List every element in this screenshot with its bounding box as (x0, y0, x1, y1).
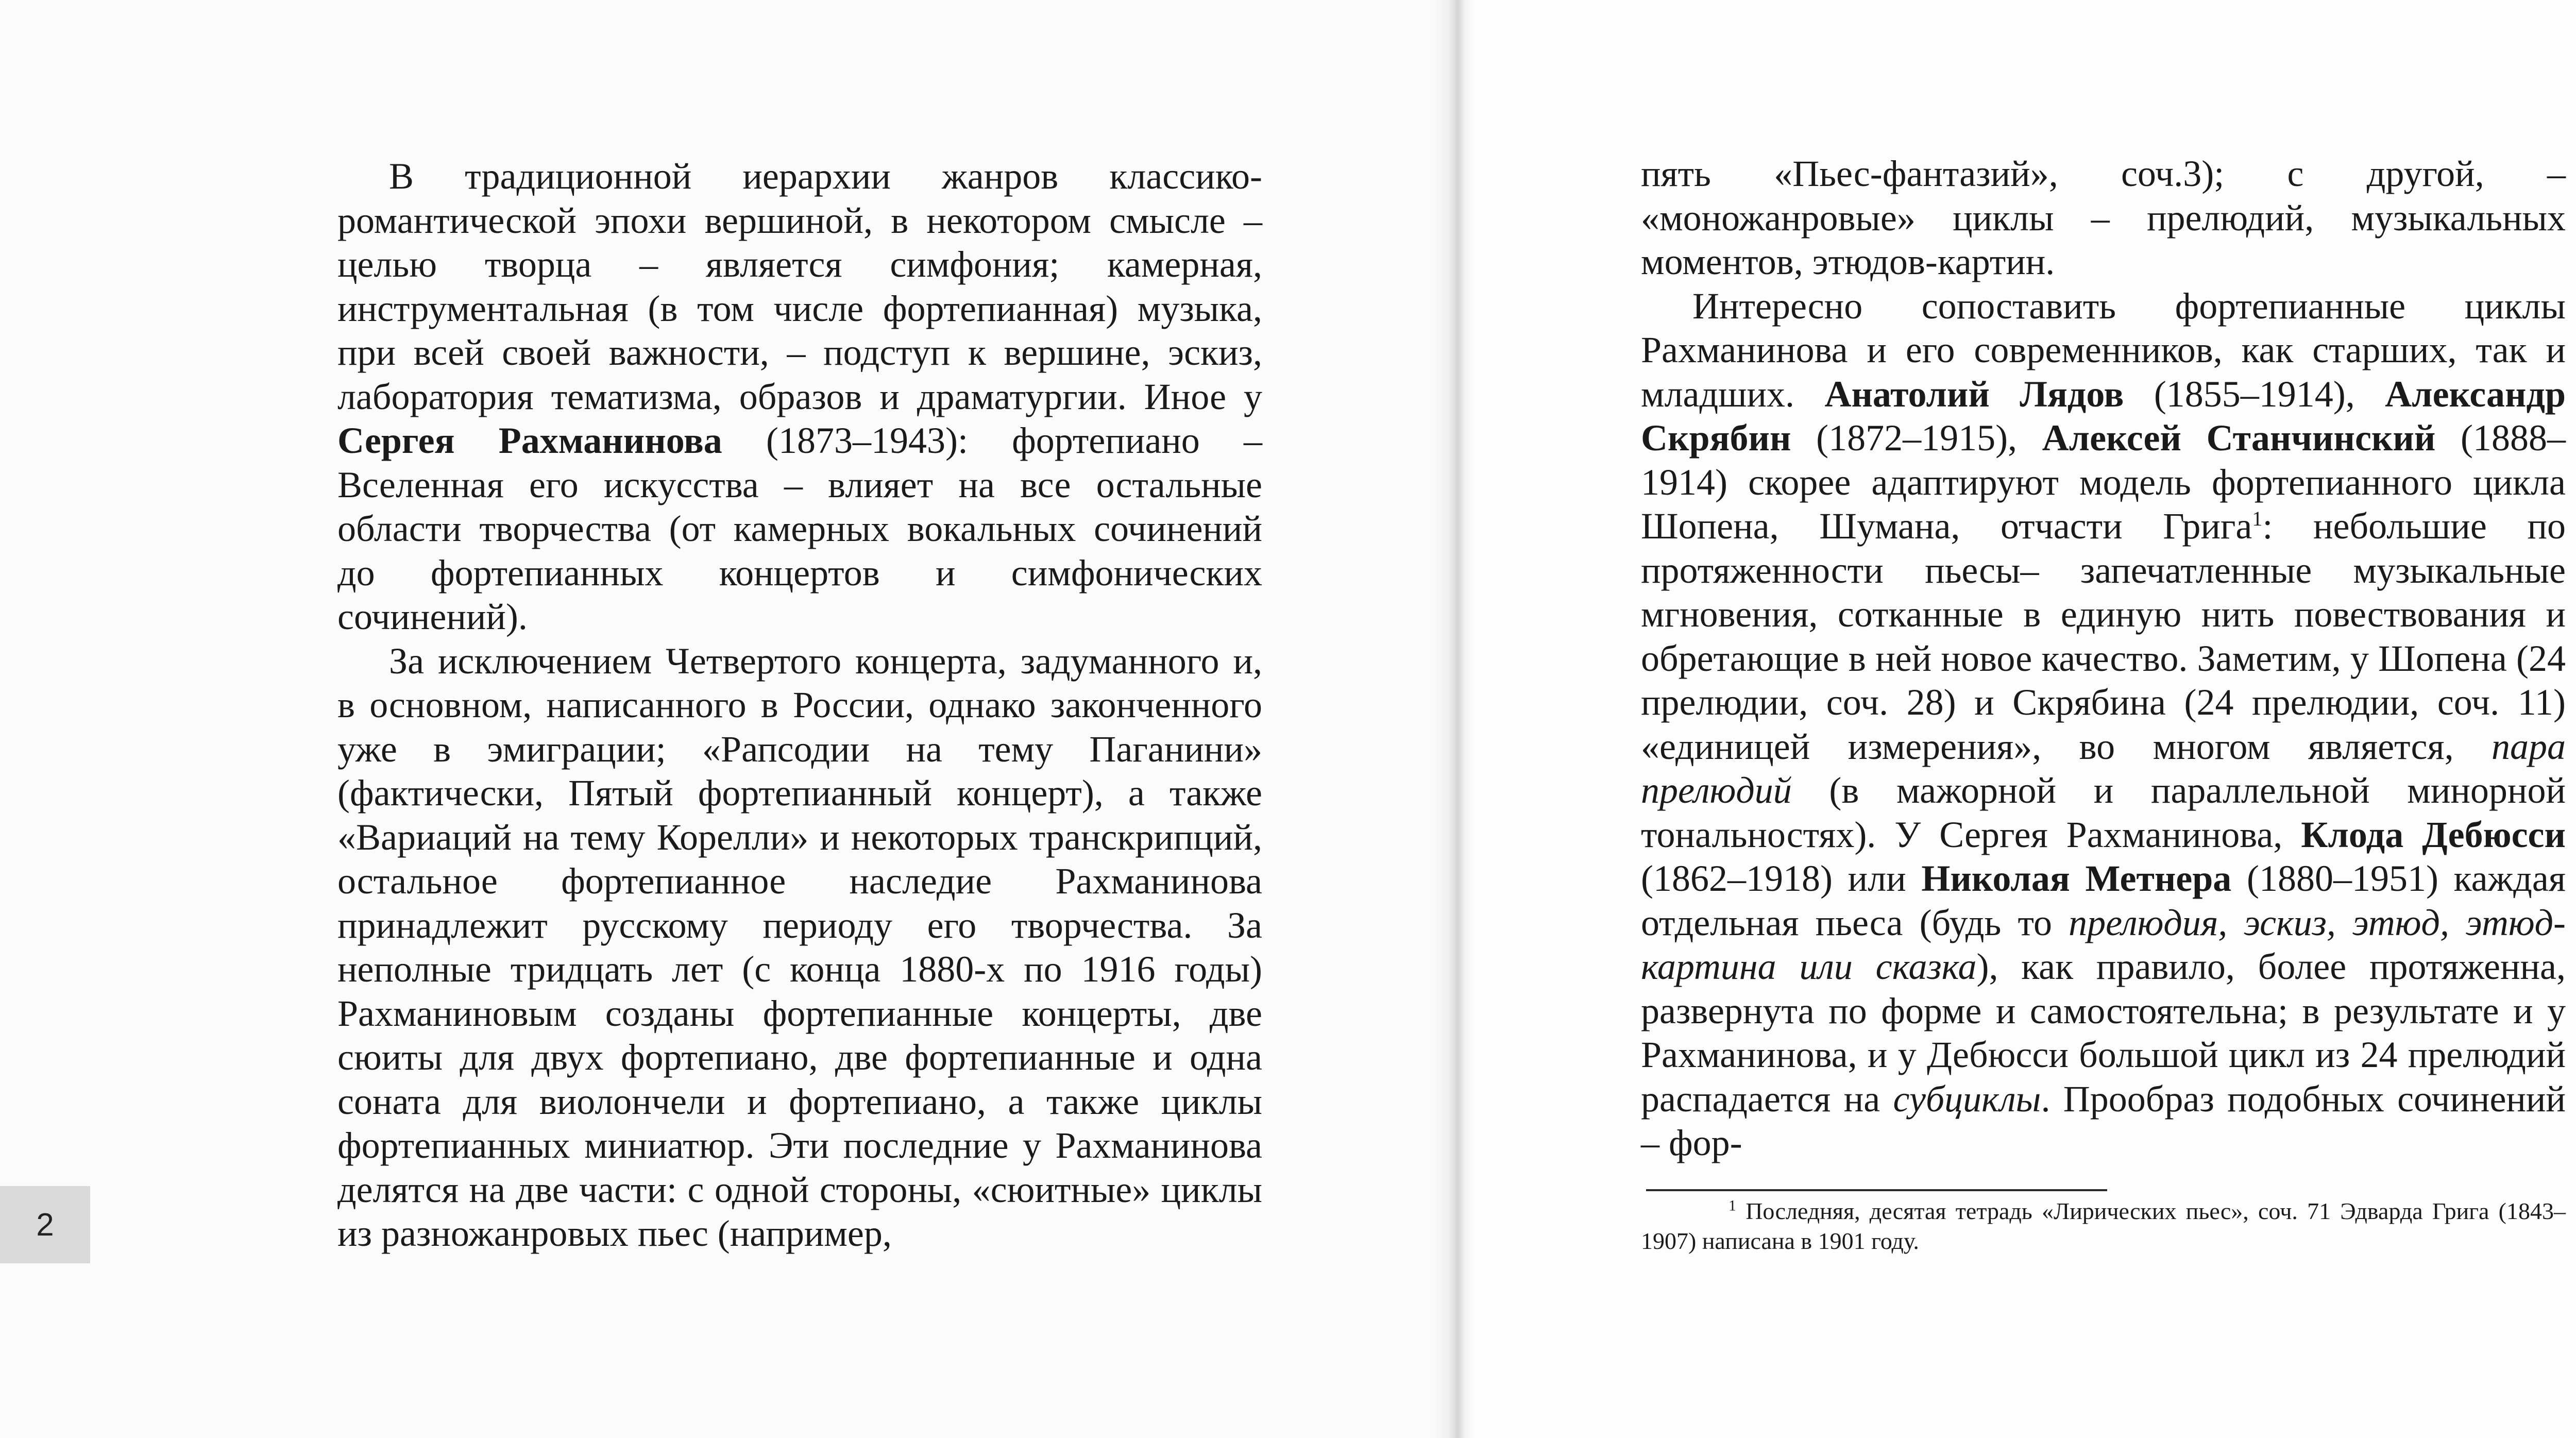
left-paragraph-1: В традиционной иерархии жанров классико-романтической эпохи вершиной, в некотором смысле – целью творца – является симфония; камерная, инструментальная (в том числе фортепианная) музыка, при всей своей важности, – подступ к вершине, эскиз, лаборатория тематизма, образов и драматургии. Иное у Сергея Рахманинова (1873–1943): фортепиано – Вселенная его искусства – влияет на все остальные области творчества (от камерных вокальных сочинений до фортепианных концертов и симфонических сочинений). (337, 156, 1262, 637)
left-page-body (337, 155, 1262, 1256)
composer-name: Николая Метнера (1921, 858, 2232, 899)
composer-name: Александр Скрябин (1641, 373, 2566, 459)
emphasis: пара прелюдий (1641, 725, 2566, 811)
emphasis: прелюдия, эскиз, этюд, этюд-картина или сказка (1641, 902, 2566, 987)
composer-name: Алексей Станчинский (2042, 417, 2436, 459)
footnote-marker: 1 (1728, 1197, 1736, 1214)
right-paragraph-2: Интересно сопоставить фортепианные циклы Рахманинова и его современников, как старших, так и младших. Анатолий Лядов (1855–1914), Александр Скрябин (1872–1915), Алексей Станчинский (1888–1914) скорее адаптируют модель фортепианного цикла Шопена, Шумана, отчасти Грига$^1$: небольшие по протяженности пьесы– запечатленные музыкальные мгновения, сотканные в единую нить повествования и обретающие в ней новое качество. Заметим, у Шопена (24 прелюдии, соч. 28) и Скрябина (24 прелюдии, соч. 11) «единицей измерения», во многом является, пара прелюдий (в мажорной и параллельной минорной тональностях). У Сергея Рахманинова, Клода Дебюсси (1862–1918) или Николая Метнера (1880–1951) каждая отдельная пьеса (будь то прелюдия, эскиз, этюд, этюд-картина или сказка), как правило, более протяженна, развернута по форме и самостоятельна; в результате и у Рахманинова, и у Дебюсси большой цикл из 24 прелюдий распадается на субциклы. Прообраз подобных сочинений – фор- (1641, 285, 2566, 1163)
composer-name: Анатолий Лядов (1824, 373, 2124, 415)
composer-name: Сергея Рахманинова (337, 420, 722, 461)
page-number-left: 2 (0, 1186, 90, 1263)
right-page-body (1641, 152, 2566, 1165)
left-paragraph-2: За исключением Четвертого концерта, задуманного и, в основном, написанного в России, однако законченного уже в эмиграции; «Рапсодии на тему Паганини» (фактически, Пятый фортепианный концерт), а также «Вариаций на тему Корелли» и некоторых транскрипций, остальное фортепианное наследие Рахманинова принадлежит русскому периоду его творчества. За неполные тридцать лет (с конца 1880-х по 1916 годы) Рахманиновым созданы фортепианные концерты, две сюиты для двух фортепиано, две фортепианные и одна соната для виолончели и фортепиано, а также циклы фортепианных миниатюр. Эти последние у Рахманинова делятся на две части: с одной стороны, «сюитные» циклы из разножанровых пьес (например, (337, 640, 1262, 1254)
footnote: $^1$ Последняя, десятая тетрадь «Лирических пьес», соч. 71 Эдварда Грига (1843–1907) написана в 1901 году. (1641, 1197, 2566, 1254)
book-spine (1432, 0, 1473, 1438)
emphasis: субциклы (1893, 1078, 2041, 1120)
footnote-ref: 1 (2252, 507, 2263, 530)
footnote-divider (1646, 1189, 2107, 1191)
right-paragraph-continuation: пять «Пьес-фантазий», соч.3); с другой, – «моножанровые» циклы – прелюдий, музыкальных моментов, этюдов-картин. (1641, 153, 2566, 282)
composer-name: Клода Дебюсси (2301, 814, 2566, 855)
